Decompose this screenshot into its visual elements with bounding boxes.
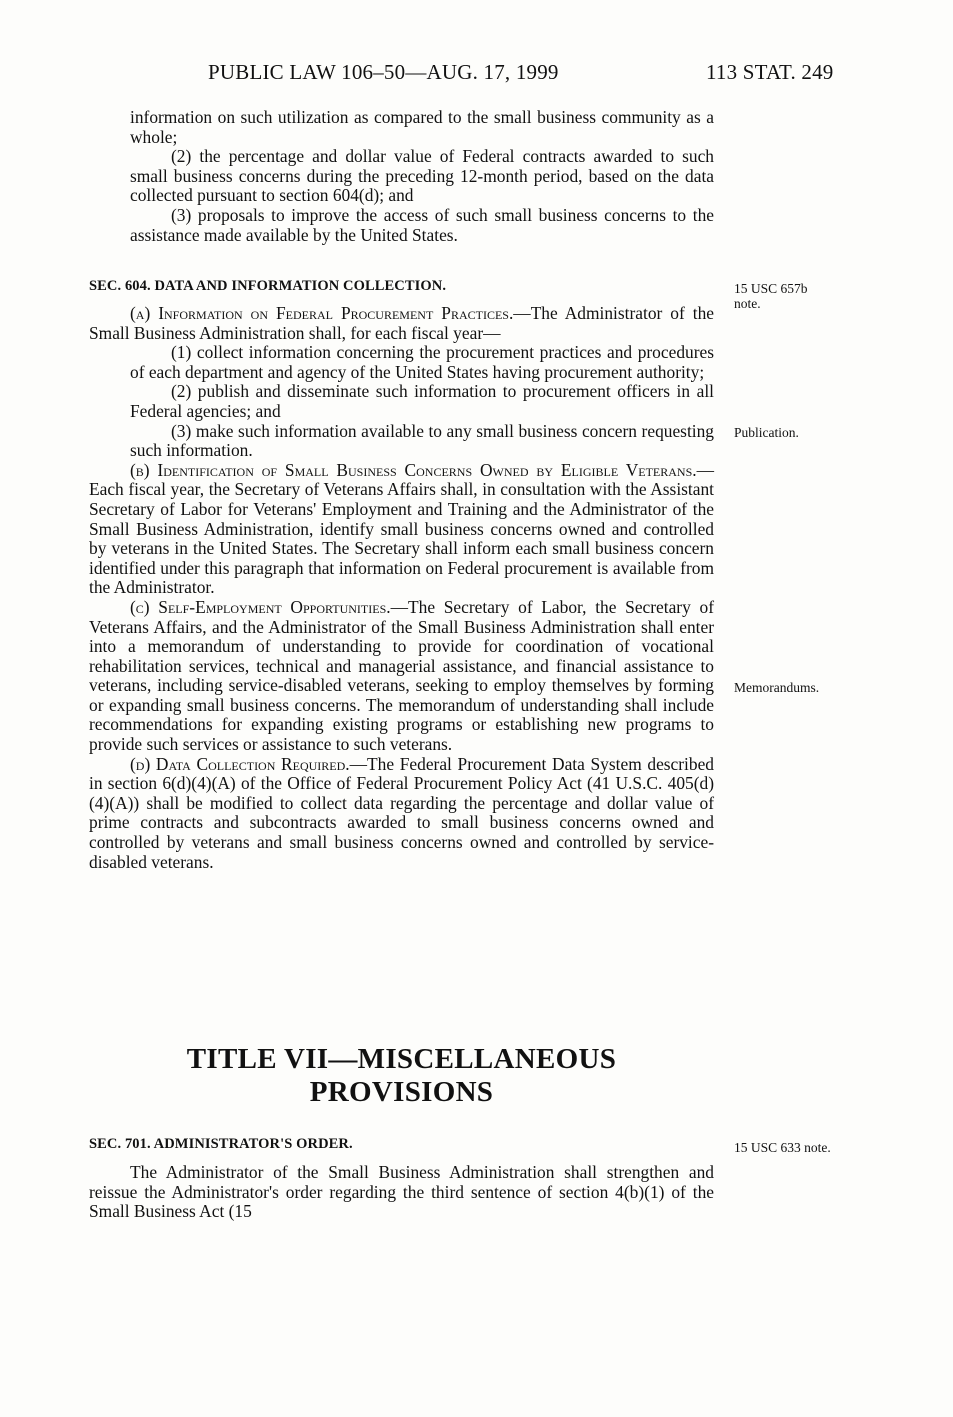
section-604-heading-block bbox=[89, 278, 714, 295]
section-heading: SEC. 701. ADMINISTRATOR'S ORDER. bbox=[89, 1136, 353, 1152]
subsection-heading: (a) Information on Federal Procurement Practices. bbox=[130, 303, 514, 323]
subsection-text: —The Secretary of Labor, the Secretary of Veterans Affairs, and the Administrator of the Small Business Administration shall enter into a memorandum of understanding to provide for coordination of vocational rehabilitation services, technical and managerial assistance, and financial assistance to veterans, including service-disabled veterans, seeking to employ themselves by forming or expanding small business concerns. The memorandum of understanding shall include recommendations for expanding existing programs or establishing new programs to provide such services or assistance to such veterans. bbox=[89, 596, 714, 755]
title-line: PROVISIONS bbox=[309, 1076, 494, 1108]
paragraph: (1) collect information concerning the procurement practices and procedures of each department and agency of the United States having procurement authority; bbox=[130, 342, 714, 382]
section-heading: SEC. 604. DATA AND INFORMATION COLLECTION. bbox=[89, 278, 447, 294]
section-701-heading-block bbox=[89, 1136, 714, 1153]
subsection-d bbox=[89, 755, 714, 873]
paragraph: information on such utilization as compared to the small business community as a whole; bbox=[130, 107, 714, 147]
paragraph: (2) publish and disseminate such information to procurement officers in all Federal agencies; and bbox=[130, 381, 714, 421]
title-heading bbox=[89, 1043, 714, 1109]
title-line: TITLE VII—MISCELLANEOUS bbox=[186, 1043, 617, 1075]
paragraph: (2) the percentage and dollar value of Federal contracts awarded to such small business concerns during the preceding 12-month period, based on the data collected pursuant to section 604(d); and bbox=[130, 146, 714, 206]
subsection-heading: (d) Data Collection Required. bbox=[130, 753, 350, 774]
paragraph: The Administrator of the Small Business Administration shall strengthen and reissue the Administrator's order regarding the third sentence of section 4(b)(1) of the Small Business Act (15 bbox=[89, 1162, 714, 1222]
margin-note-usc bbox=[734, 281, 808, 311]
section-701-body bbox=[89, 1163, 714, 1222]
paragraph: (3) proposals to improve the access of such small business concerns to the assistance made available by the United States. bbox=[130, 204, 714, 245]
margin-note-line: 15 USC 657b bbox=[734, 281, 808, 296]
subsection-text: —Each fiscal year, the Secretary of Veterans Affairs shall, in consultation with the Assistant Secretary of Labor for Veterans' Employment and Training and the Administrator of the Small Business Administration, identify small business concerns owned and controlled by veterans in the United States. The Secretary shall inform each small business concern identified under this paragraph that information on Federal procurement is available from the Administrator. bbox=[89, 459, 714, 598]
subsection-a bbox=[89, 304, 714, 343]
continuation-text bbox=[89, 108, 714, 245]
subsection-heading: (b) Identification of Small Business Concerns Owned by Eligible Veterans. bbox=[130, 459, 697, 480]
subsection-heading: (c) Self-Employment Opportunities. bbox=[130, 596, 391, 617]
section-604-body bbox=[89, 304, 714, 872]
subsection-text: —The Federal Procurement Data System described in section 6(d)(4)(A) of the Office of Federal Procurement Policy Act (41 U.S.C. 405(d)(4)(A)) shall be modified to collect data regarding the percentage and dollar value of prime contracts and subcontracts awarded to small business concerns owned and controlled by veterans and small business concerns owned and controlled by service-disabled veterans. bbox=[89, 753, 715, 872]
paragraph: (3) make such information available to any small business concern requesting such information. bbox=[130, 420, 714, 461]
margin-note-publication: Publication. bbox=[734, 425, 799, 440]
margin-note-memorandums: Memorandums. bbox=[734, 680, 820, 695]
page-citation: 113 STAT. 249 bbox=[706, 60, 834, 84]
margin-note-line: note. bbox=[734, 296, 761, 311]
running-header-title: PUBLIC LAW 106–50—AUG. 17, 1999 bbox=[208, 60, 559, 84]
margin-note-usc-701: 15 USC 633 note. bbox=[734, 1140, 831, 1155]
subsection-b bbox=[89, 461, 714, 598]
subsection-text: —The Administrator of the Small Business Administration shall, for each fiscal year— bbox=[89, 303, 714, 343]
subsection-c bbox=[89, 598, 714, 755]
